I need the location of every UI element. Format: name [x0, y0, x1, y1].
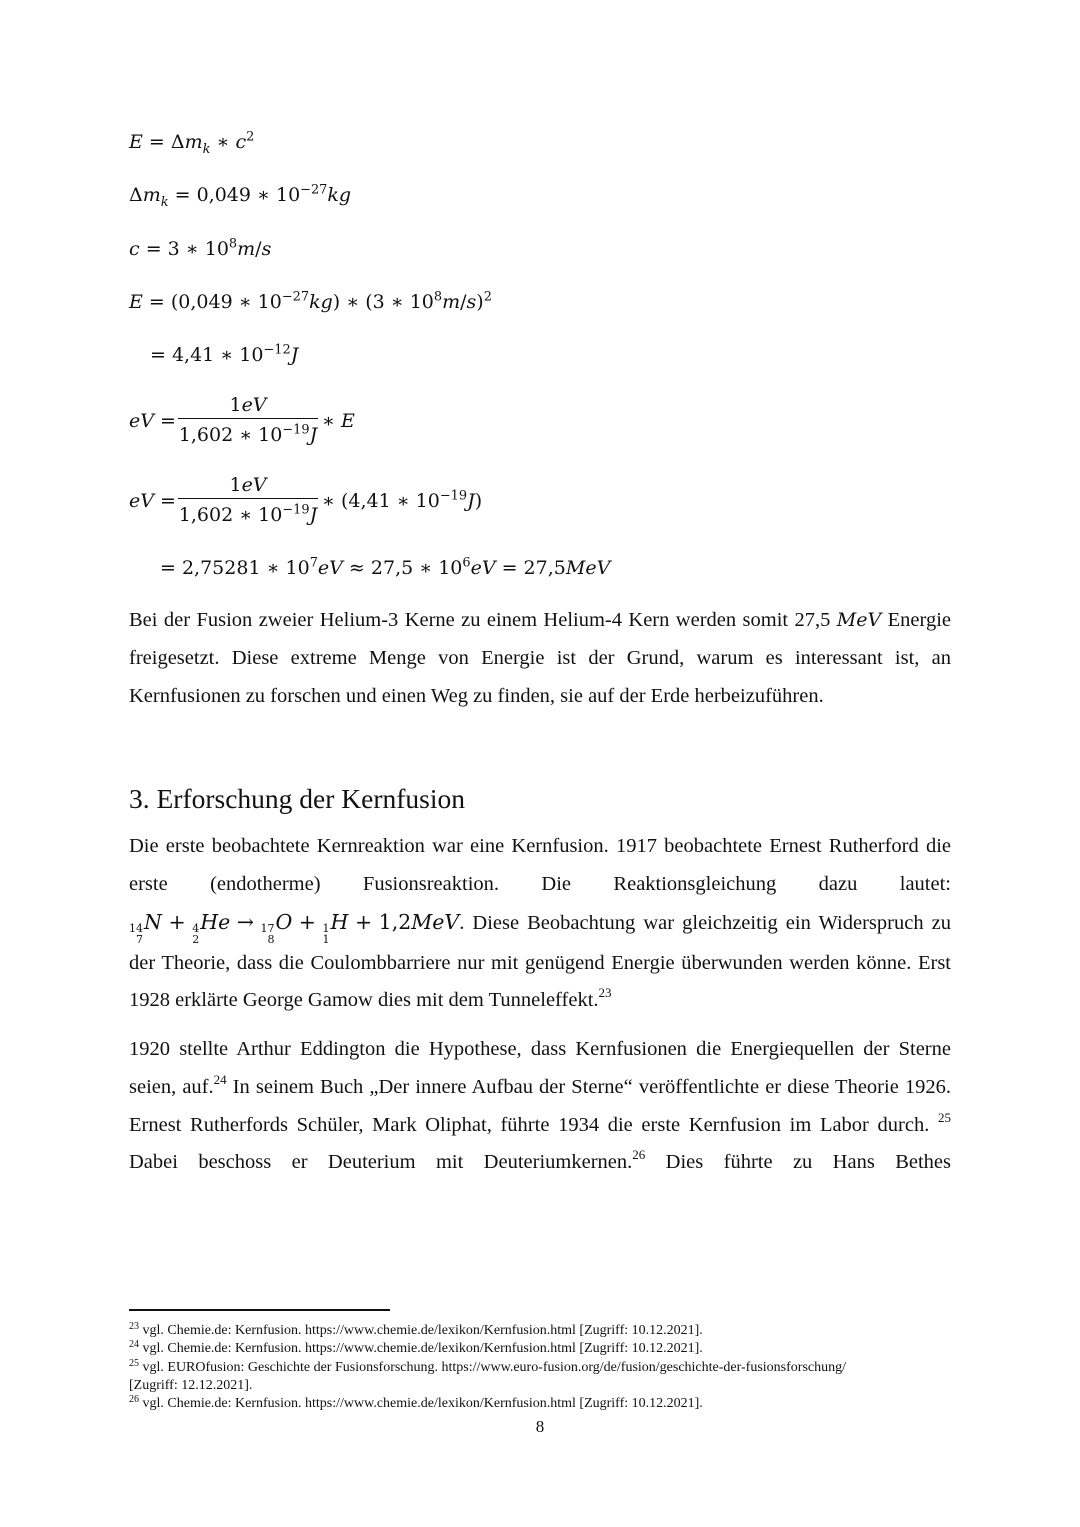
- reaction-equation: 14 7 N + 4 2 He → 17 8 O + 1 1 H + 1,2MeV: [129, 909, 460, 946]
- footnote-ref-26[interactable]: 26: [632, 1147, 646, 1163]
- footnote-24: $^{24}$ vgl. Chemie.de: Kernfusion. https://www.chemie.de/lexikon/Kernfusion.html [Zugriff: 10.12.2021].: [129, 1339, 703, 1357]
- paragraph-fusion-energy: Bei der Fusion zweier Helium-3 Kerne zu einem Helium-4 Kern werden somit 27,5 MeV Energie freigesetzt. Diese extreme Menge von Energie ist der Grund, warum es interessant ist, an Kernfusionen zu forschen und einen Weg zu finden, sie auf der Erde herbeizuführen.: [129, 609, 951, 707]
- footnote-25: $^{25}$ vgl. EUROfusion: Geschichte der Fusionsforschung. https://www.euro-fusion.org/de/fusion/geschichte-der-fusionsforschung/ [Zugriff: 12.12.2021].: [129, 1357, 846, 1393]
- fraction-ev-conversion-2: 1eV 1,602 ∗ $10^{-19}J$: [178, 474, 318, 526]
- section-heading: 3. Erforschung der Kernfusion: [129, 783, 466, 814]
- equation-energy-substituted: E = (0,049 ∗ $10^{-27}kg$) ∗ (3 ∗ $10^8m/s)^2$: [129, 289, 492, 313]
- footnote-26: $^{26}$ vgl. Chemie.de: Kernfusion. https://www.chemie.de/lexikon/Kernfusion.html [Zugriff: 10.12.2021].: [129, 1394, 703, 1412]
- footnote-separator: [129, 1309, 390, 1311]
- equation-final-result: = 2,75281 ∗ $10^7eV \approx 27,5$ ∗ $10^6eV = 27,5MeV$: [160, 555, 611, 579]
- equation-ev-factor-1: ∗ E: [322, 410, 355, 432]
- paragraph-research-history: Die erste beobachtete Kernreaktion war eine Kernfusion. 1917 beobachtete Ernest Rutherford die erste (endotherme) Fusionsreaktion. Die Reaktionsgleichung dazu lautet: 14 7 N + 4 2 He → 17 8 O + 1 1 H + 1,2MeV. Diese Beobachtung war gleichzeitig ein Widerspruch zu der Theorie, dass die Coulombbarriere nur mit genügend Energie überwunden werden könne. Erst 1928 erklärte George Gamow dies mit dem Tunneleffekt.$^{23}$: [129, 835, 951, 1012]
- paragraph-eddington: 1920 stellte Arthur Eddington die Hypothese, dass Kernfusionen die Energiequellen der Sterne seien, auf.$^{24}$ In seinem Buch „Der innere Aufbau der Sterne“ veröffentlichte er diese Theorie 1926. Ernest Rutherfords Schüler, Mark Oliphat, führte 1934 die erste Kernfusion im Labor durch. $^{25}$ Dabei beschoss er Deuterium mit Deuteriumkernen.$^{26}$ Dies führte zu Hans Bethes: [129, 1038, 952, 1174]
- equation-speed-of-light: c = 3 ∗ $10^8m/s$: [129, 236, 272, 260]
- equation-ev-label-2: eV =: [129, 490, 176, 512]
- equation-ev-factor-2: ∗ (4,41 ∗ $10^{-19}J$): [322, 488, 483, 512]
- footnote-ref-25[interactable]: 25: [938, 1109, 951, 1125]
- fraction-ev-conversion-1: 1eV 1,602 ∗ $10^{-19}J$: [178, 394, 318, 446]
- footnote-ref-23[interactable]: 23: [598, 985, 612, 1001]
- page-number: 8: [535, 1417, 545, 1436]
- footnote-ref-24[interactable]: 24: [213, 1071, 227, 1087]
- equation-energy-result: = 4,41 ∗ $10^{-12}J$: [150, 342, 299, 366]
- footnote-23: $^{23}$ vgl. Chemie.de: Kernfusion. https://www.chemie.de/lexikon/Kernfusion.html [Zugriff: 10.12.2021].: [129, 1321, 703, 1338]
- equation-energy-mass: $E = \Delta m_k$ ∗ $c^2$: [129, 129, 255, 157]
- equation-ev-label-1: eV =: [129, 410, 176, 432]
- footnotes: [129, 1322, 889, 1413]
- equation-mass-defect: $\Delta m_k = 0,049$ ∗ $10^{-27}kg$: [129, 182, 352, 210]
